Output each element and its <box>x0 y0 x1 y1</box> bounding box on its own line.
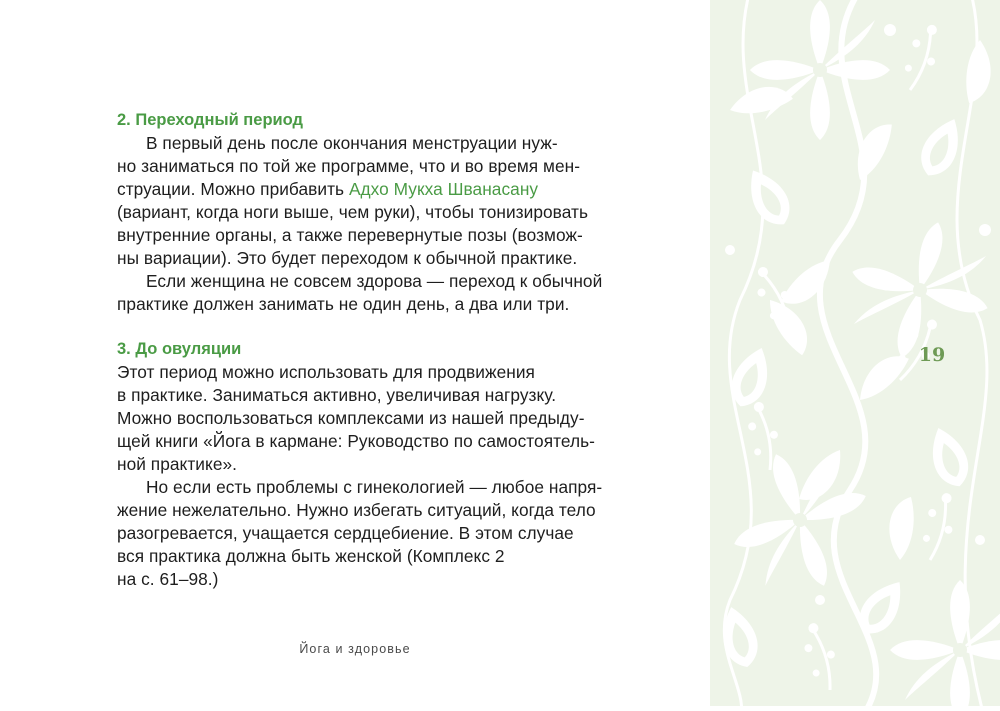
page-number: 19 <box>918 344 946 366</box>
text-line: ны вариации). Это будет переходом к обычной практике. <box>117 248 578 268</box>
text-line: струации. Можно прибавить Адхо Мукха Шванасану <box>117 179 539 199</box>
text-line: щей книги «Йога в кармане: Руководство по самостоятель- <box>117 431 595 451</box>
section-3-body <box>117 361 707 591</box>
text-line: Этот период можно использовать для продвижения <box>117 362 535 382</box>
text-line: вся практика должна быть женской (Комплекс 2 <box>117 546 505 566</box>
running-footer: Йога и здоровье <box>299 642 411 656</box>
text-line: В первый день после окончания менструации нуж- <box>146 133 558 153</box>
text-line: на с. 61–98.) <box>117 569 219 589</box>
text-line: в практике. Заниматься активно, увеличивая нагрузку. <box>117 385 557 405</box>
text-line: (вариант, когда ноги выше, чем руки), чтобы тонизировать <box>117 202 588 222</box>
floral-ornament-panel <box>710 0 1000 706</box>
text-column <box>117 109 707 591</box>
text-line: внутренние органы, а также перевернутые позы (возмож- <box>117 225 583 245</box>
text-line: но заниматься по той же программе, что и во время мен- <box>117 156 581 176</box>
text-line: Можно воспользоваться комплексами из нашей предыду- <box>117 408 585 428</box>
pose-name-highlight: Адхо Мукха Шванасану <box>348 179 539 199</box>
text-line: практике должен занимать не один день, а два или три. <box>117 294 570 314</box>
text-line: Если женщина не совсем здорова — переход к обычной <box>146 271 603 291</box>
section-2-heading: 2. Переходный период <box>117 111 304 129</box>
text-line: разогревается, учащается сердцебиение. В этом случае <box>117 523 574 543</box>
section-3-heading: 3. До овуляции <box>117 340 242 358</box>
text-line: жение нежелательно. Нужно избегать ситуаций, когда тело <box>117 500 596 520</box>
floral-pattern-icon <box>710 0 1000 706</box>
text-line: Но если есть проблемы с гинекологией — любое напря- <box>146 477 603 497</box>
section-2-body <box>117 132 707 316</box>
text-line: ной практике». <box>117 454 237 474</box>
